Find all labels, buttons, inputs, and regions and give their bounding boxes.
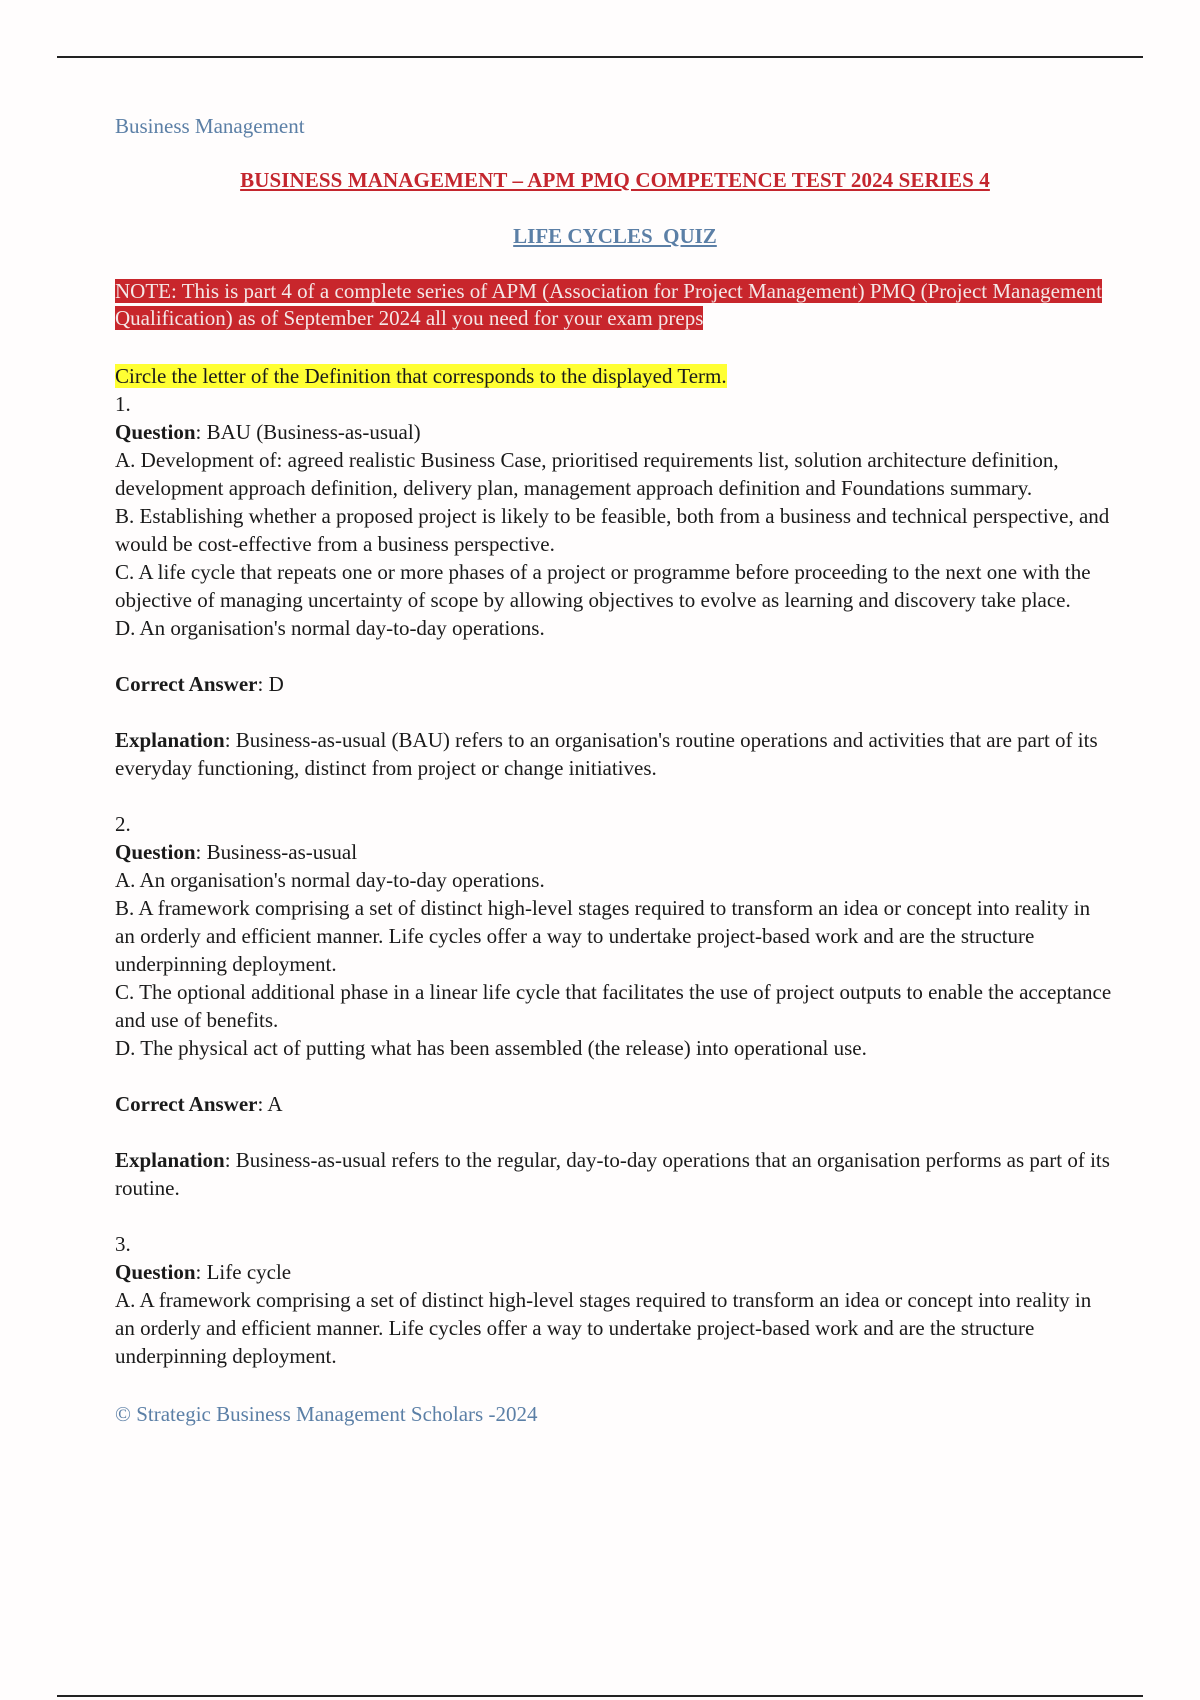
question-line: [115, 838, 1115, 866]
question-label: Question: [115, 1260, 196, 1284]
explanation-text: : Business-as-usual (BAU) refers to an organisation's routine operations and activities that are part of its everyday functioning, distinct from project or change initiatives.: [115, 728, 1098, 780]
explanation-line: [115, 1146, 1115, 1202]
explanation-label: Explanation: [115, 1148, 225, 1172]
option-c[interactable]: C. A life cycle that repeats one or more phases of a project or programme before proceeding to the next one with the objective of managing uncertainty of scope by allowing objectives to evolve as learning and discovery take place.: [115, 560, 1091, 612]
option-c[interactable]: C. The optional additional phase in a linear life cycle that facilitates the use of project outputs to enable the acceptance and use of benefits.: [115, 980, 1112, 1032]
instruction-banner: [115, 362, 1115, 390]
option-a[interactable]: A. An organisation's normal day-to-day operations.: [115, 868, 545, 892]
option-a[interactable]: A. Development of: agreed realistic Business Case, prioritised requirements list, solution architecture definition, development approach definition, delivery plan, management approach definition and Foundations summary.: [115, 448, 1059, 500]
correct-answer-value: : A: [257, 1092, 283, 1116]
question-number: 1.: [115, 392, 131, 416]
option-a[interactable]: A. A framework comprising a set of distinct high-level stages required to transform an idea or concept into reality in an orderly and efficient manner. Life cycles offer a way to undertake project-based work and are the structure underpinning deployment.: [115, 1288, 1092, 1368]
option-b[interactable]: B. A framework comprising a set of distinct high-level stages required to transform an idea or concept into reality in an orderly and efficient manner. Life cycles offer a way to undertake project-based work and are the structure underpinning deployment.: [115, 896, 1091, 976]
top-rule: [57, 56, 1143, 58]
question-line: [115, 418, 1115, 446]
question-block-1: [115, 390, 1115, 782]
correct-answer-label: Correct Answer: [115, 672, 258, 696]
copyright-footer: © Strategic Business Management Scholars -2024: [115, 1402, 538, 1426]
document-title: BUSINESS MANAGEMENT – APM PMQ COMPETENCE TEST 2024 SERIES 4: [240, 168, 990, 192]
note-banner: [115, 278, 1115, 332]
question-block-3: [115, 1230, 1115, 1370]
page-content: [115, 110, 1115, 1428]
correct-answer-value: : D: [257, 672, 284, 696]
question-line: [115, 1258, 1115, 1286]
explanation-label: Explanation: [115, 728, 225, 752]
explanation-text: : Business-as-usual refers to the regular, day-to-day operations that an organisation performs as part of its routine.: [115, 1148, 1110, 1200]
note-text: NOTE: This is part 4 of a complete series of APM (Association for Project Management) PMQ (Project Management Qualification) as of September 2024 all you need for your exam preps: [115, 279, 1102, 330]
bottom-rule: [57, 1695, 1143, 1697]
instruction-text: Circle the letter of the Definition that corresponds to the displayed Term.: [115, 364, 727, 388]
question-number: 3.: [115, 1232, 131, 1256]
quiz-title: LIFE CYCLES QUIZ: [513, 224, 717, 248]
question-number: 2.: [115, 812, 131, 836]
question-label: Question: [115, 840, 196, 864]
option-b[interactable]: B. Establishing whether a proposed project is likely to be feasible, both from a business and technical perspective, and would be cost-effective from a business perspective.: [115, 504, 1110, 556]
question-term: : Life cycle: [195, 1260, 292, 1284]
explanation-line: [115, 726, 1115, 782]
question-label: Question: [115, 420, 196, 444]
question-block-2: [115, 810, 1115, 1202]
option-d[interactable]: D. The physical act of putting what has been assembled (the release) into operational use.: [115, 1036, 867, 1060]
option-d[interactable]: D. An organisation's normal day-to-day operations.: [115, 616, 545, 640]
question-term: : BAU (Business-as-usual): [195, 420, 421, 444]
correct-answer-line: [115, 670, 1115, 698]
question-term: : Business-as-usual: [195, 840, 358, 864]
running-header: Business Management: [115, 114, 305, 138]
correct-answer-line: [115, 1090, 1115, 1118]
correct-answer-label: Correct Answer: [115, 1092, 258, 1116]
